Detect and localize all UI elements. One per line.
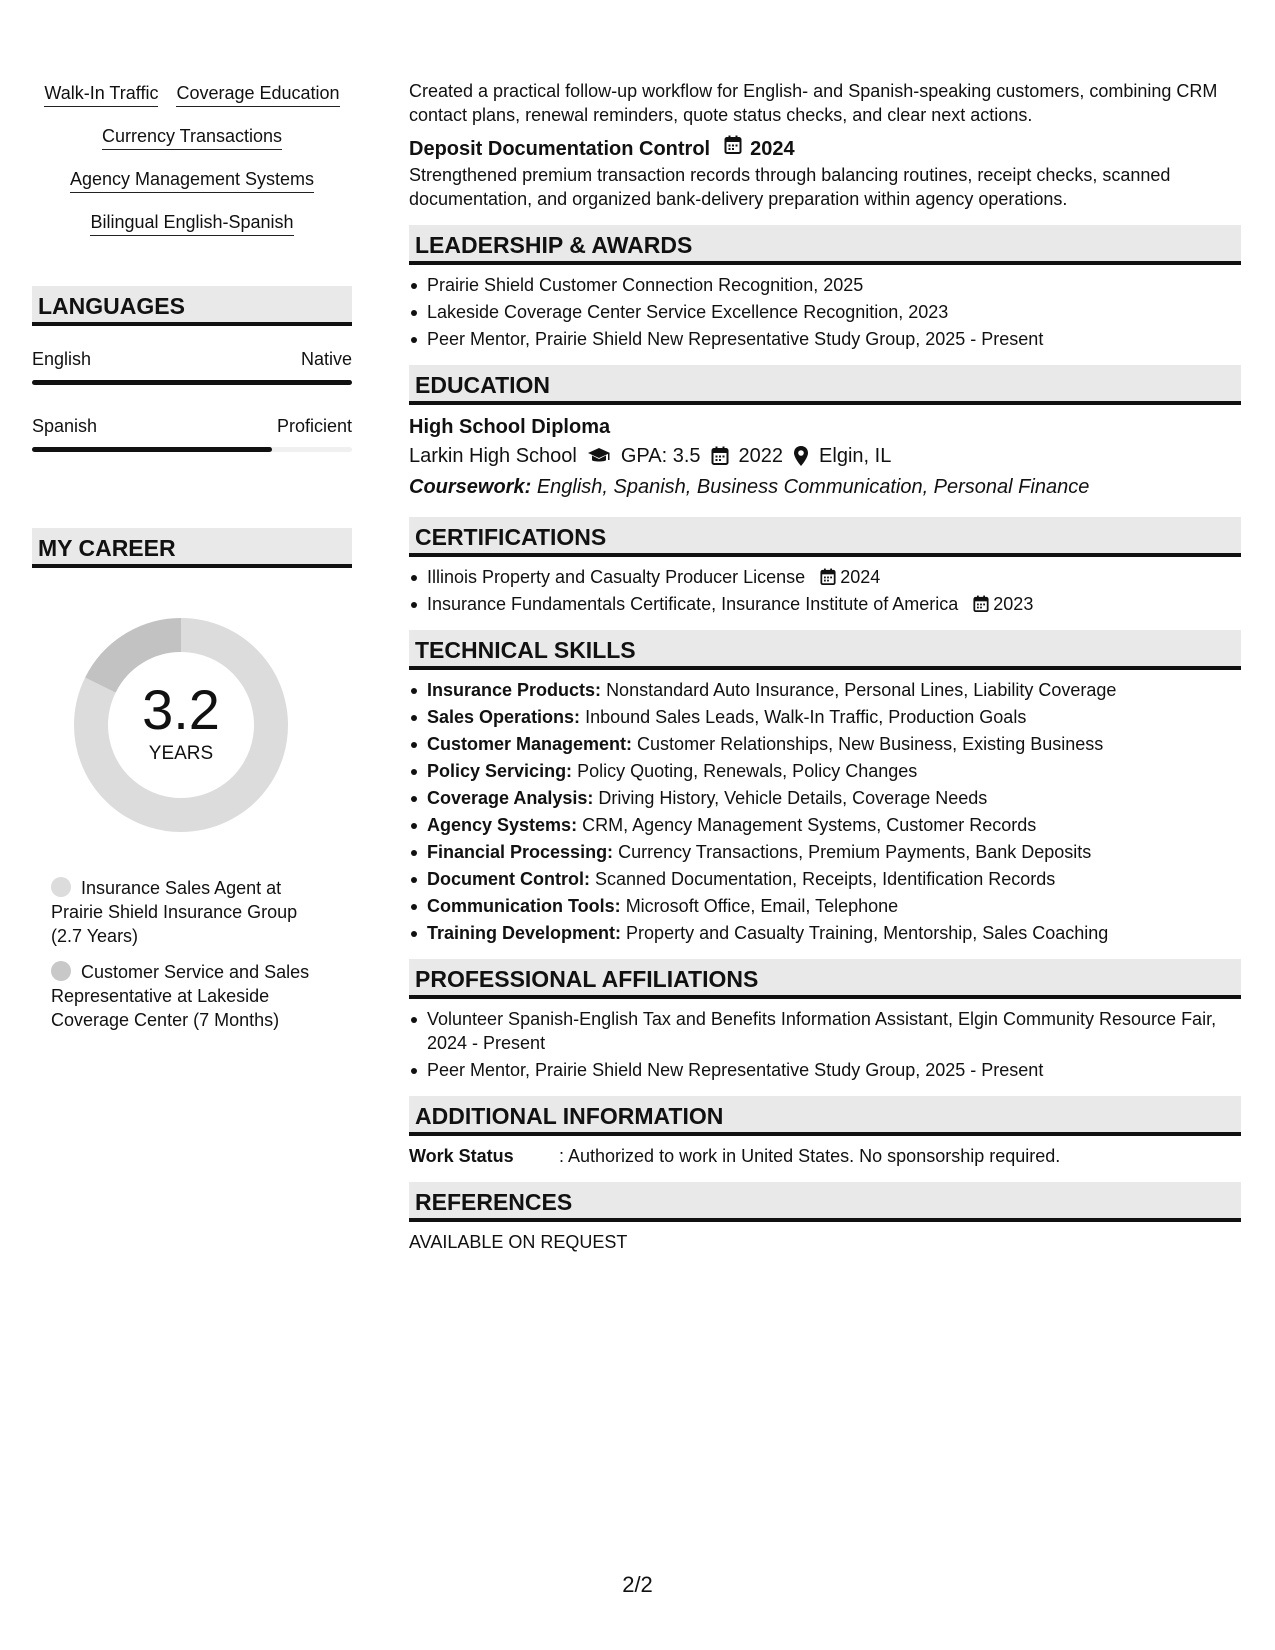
language-level: Proficient xyxy=(276,416,352,436)
leadership-list xyxy=(409,273,1241,351)
career-years-unit: YEARS xyxy=(148,743,214,764)
list-item xyxy=(409,705,1241,729)
skill-label: Training Development: xyxy=(427,923,622,943)
technical-skills-section xyxy=(409,630,1241,945)
skill-value: Driving History, Vehicle Details, Coverage Needs xyxy=(598,788,988,808)
list-item xyxy=(409,867,1241,891)
skill-label: Communication Tools: xyxy=(427,896,621,916)
skill-value: Currency Transactions, Premium Payments, Bank Deposits xyxy=(618,842,1092,862)
education-details xyxy=(409,441,1241,471)
project-title-row xyxy=(409,135,1241,163)
language-bar-fill xyxy=(32,447,272,452)
skill-value: Property and Casualty Training, Mentorship, Sales Coaching xyxy=(626,923,1109,943)
additional-info-heading: ADDITIONAL INFORMATION xyxy=(409,1096,1241,1136)
languages-heading: LANGUAGES xyxy=(32,286,352,326)
skill-label: Coverage Analysis: xyxy=(427,788,594,808)
project-description: Strengthened premium transaction records through balancing routines, receipt checks, scanned documentation, and organized bank-delivery preparation within agency operations. xyxy=(409,165,1171,209)
career-donut-chart xyxy=(66,610,296,840)
list-item xyxy=(409,565,1241,589)
skill-value: CRM, Agency Management Systems, Customer Records xyxy=(582,815,1037,835)
skill-label: Policy Servicing: xyxy=(427,761,573,781)
skill-tag: Walk-In Traffic xyxy=(44,82,158,107)
certifications-section xyxy=(409,517,1241,616)
school-location: Elgin, IL xyxy=(819,445,892,467)
skill-tags xyxy=(32,82,352,236)
page-number: 2/2 xyxy=(622,1572,653,1597)
list-item xyxy=(409,592,1241,616)
certification-name: Illinois Property and Casualty Producer License xyxy=(427,567,806,587)
legend-dot xyxy=(51,961,71,981)
project-year: 2024 xyxy=(750,138,795,160)
list-item xyxy=(409,840,1241,864)
work-status-label: Work Status xyxy=(409,1146,514,1166)
graduation-cap-icon xyxy=(587,447,611,465)
language-bar-fill xyxy=(32,380,352,385)
tag-row xyxy=(32,168,352,193)
language-name: Spanish xyxy=(32,416,98,436)
list-item xyxy=(409,894,1241,918)
graduation-year: 2022 xyxy=(738,445,784,467)
skill-tag: Agency Management Systems xyxy=(70,168,314,193)
certification-year: 2023 xyxy=(993,594,1034,614)
skill-label: Customer Management: xyxy=(427,734,633,754)
right-column xyxy=(409,79,1241,1254)
legend-dot xyxy=(51,877,71,897)
education-section xyxy=(409,365,1241,503)
references-heading: REFERENCES xyxy=(409,1182,1241,1222)
skill-tag: Coverage Education xyxy=(176,82,339,107)
skill-tag: Currency Transactions xyxy=(102,125,282,150)
tag-row xyxy=(32,125,352,150)
technical-skills-heading: TECHNICAL SKILLS xyxy=(409,630,1241,670)
skill-label: Agency Systems: xyxy=(427,815,578,835)
project-title: Deposit Documentation Control xyxy=(409,138,711,160)
language-row xyxy=(32,415,352,437)
certification-date xyxy=(973,592,1033,616)
leadership-heading: LEADERSHIP & AWARDS xyxy=(409,225,1241,265)
affiliations-section xyxy=(409,959,1241,1082)
affiliations-heading: PROFESSIONAL AFFILIATIONS xyxy=(409,959,1241,999)
certification-year: 2024 xyxy=(840,567,881,587)
affiliations-list xyxy=(409,1007,1241,1082)
skill-value: Customer Relationships, New Business, Existing Business xyxy=(637,734,1104,754)
school-name: Larkin High School xyxy=(409,445,577,467)
legend-text: Customer Service and Sales Representative at Lakeside Coverage Center (7 Months) xyxy=(51,962,310,1030)
tag-row xyxy=(32,82,352,107)
coursework-list: English, Spanish, Business Communication, Personal Finance xyxy=(536,476,1090,498)
degree: High School Diploma xyxy=(409,416,611,438)
work-status-row xyxy=(409,1144,1241,1168)
additional-info-section xyxy=(409,1096,1241,1168)
language-bar xyxy=(32,380,352,385)
skill-value: Inbound Sales Leads, Walk-In Traffic, Production Goals xyxy=(585,707,1027,727)
project-description: Created a practical follow-up workflow for English- and Spanish-speaking customers, combining CRM contact plans, renewal reminders, quote status checks, and clear next actions. xyxy=(409,81,1218,125)
tag-row xyxy=(32,211,352,236)
coursework xyxy=(409,471,1241,503)
calendar-icon xyxy=(711,446,729,466)
career-heading: MY CAREER xyxy=(32,528,352,568)
gpa: GPA: 3.5 xyxy=(620,445,701,467)
career-legend-item xyxy=(51,876,332,948)
certification-name: Insurance Fundamentals Certificate, Insurance Institute of America xyxy=(427,594,959,614)
work-status-value: : Authorized to work in United States. No sponsorship required. xyxy=(559,1146,1061,1166)
list-item xyxy=(409,759,1241,783)
references-section xyxy=(409,1182,1241,1254)
career-years-value: 3.2 xyxy=(142,678,220,741)
map-pin-icon xyxy=(793,445,809,467)
skill-label: Insurance Products: xyxy=(427,680,602,700)
skill-value: Nonstandard Auto Insurance, Personal Lines, Liability Coverage xyxy=(606,680,1117,700)
calendar-icon xyxy=(973,592,989,616)
career-legend xyxy=(32,876,332,1032)
skill-label: Financial Processing: xyxy=(427,842,614,862)
list-item xyxy=(409,678,1241,702)
calendar-icon xyxy=(820,565,836,589)
language-bar xyxy=(32,447,352,452)
list-item xyxy=(409,732,1241,756)
list-item xyxy=(409,813,1241,837)
career-section xyxy=(32,528,352,1032)
list-item: Prairie Shield Customer Connection Recognition, 2025 xyxy=(409,273,1241,297)
skill-tag: Bilingual English-Spanish xyxy=(90,211,293,236)
languages-section xyxy=(32,286,352,452)
certifications-list xyxy=(409,565,1241,616)
certifications-heading: CERTIFICATIONS xyxy=(409,517,1241,557)
skills-list xyxy=(409,678,1241,945)
career-legend-item xyxy=(51,960,332,1032)
skill-value: Scanned Documentation, Receipts, Identification Records xyxy=(595,869,1056,889)
left-column xyxy=(32,82,352,1044)
language-name: English xyxy=(32,349,92,369)
skill-value: Microsoft Office, Email, Telephone xyxy=(625,896,899,916)
skill-label: Sales Operations: xyxy=(427,707,581,727)
education-heading: EDUCATION xyxy=(409,365,1241,405)
calendar-icon xyxy=(724,135,742,163)
list-item xyxy=(409,921,1241,945)
skill-value: Policy Quoting, Renewals, Policy Changes xyxy=(577,761,918,781)
list-item: Lakeside Coverage Center Service Excellence Recognition, 2023 xyxy=(409,300,1241,324)
language-level: Native xyxy=(300,349,352,369)
references-text: AVAILABLE ON REQUEST xyxy=(409,1232,628,1252)
skill-label: Document Control: xyxy=(427,869,590,889)
donut-center xyxy=(66,678,296,766)
coursework-label: Coursework: xyxy=(409,476,532,498)
legend-text: Insurance Sales Agent at Prairie Shield Insurance Group (2.7 Years) xyxy=(51,878,298,946)
leadership-section xyxy=(409,225,1241,351)
list-item xyxy=(409,786,1241,810)
list-item: Volunteer Spanish-English Tax and Benefits Information Assistant, Elgin Community Resource Fair, 2024 - Present xyxy=(409,1007,1241,1055)
certification-date xyxy=(820,565,880,589)
list-item: Peer Mentor, Prairie Shield New Representative Study Group, 2025 - Present xyxy=(409,1058,1241,1082)
language-row xyxy=(32,348,352,370)
list-item: Peer Mentor, Prairie Shield New Representative Study Group, 2025 - Present xyxy=(409,327,1241,351)
